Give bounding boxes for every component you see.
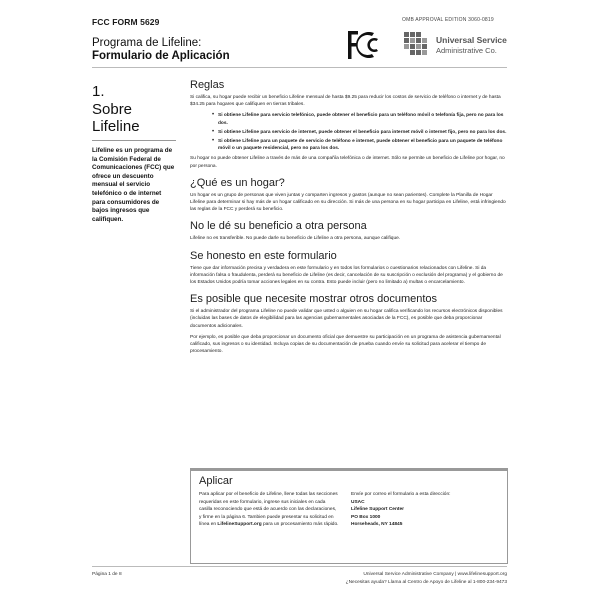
documentos-body-2: Por ejemplo, es posible que deba proporcionar un documento oficial que demuestre su participación en un programa de asistencia gubernamental calificado, sus ingresos o su identidad. Incluya copias de su documentación de prueba cuando envíe su solicitud para acelerar el tiempo de procesamiento. — [190, 334, 501, 355]
address-line: Horseheads, NY 14845 — [351, 522, 403, 528]
mail-address-block — [351, 491, 501, 529]
sidebar-divider — [92, 140, 176, 141]
omb-approval: OMB APPROVAL EDITION 3060-0819 — [402, 17, 494, 23]
list-item: • Si obtiene Lifeline para servicio de internet, puede obtener el beneficio para internet móvil o internet fijo, pero no para los dos. — [212, 129, 508, 136]
header-divider — [92, 67, 507, 68]
apply-heading: Aplicar — [199, 475, 233, 487]
documentos-body-1: Si el administrador del programa Lifeline no puede validar que usted o alguien en su hogar califica verificando los recursos electrónicos disponibles (incluidas las bases de datos de elegibilidad para las agencias gubernamentales asociadas de la FCC), es posible que deba proporcionar documentos adicionales. — [190, 309, 503, 329]
list-item: • Si obtiene Lifeline para un paquete de servicio de teléfono e internet, puede obtener el beneficio para un paquete de teléfono móvil o un paquete residencial, pero no para los dos. — [212, 138, 508, 152]
section-number: 1. — [92, 83, 105, 100]
reglas-intro: Si califica, su hogar puede recibir un beneficio Lifeline mensual de hasta $9.25 para reducir los costos de servicio de teléfono o internet y de hasta $34.25 para hogares que califiquen en tierras tribales. — [190, 95, 501, 108]
footer-org: Universal Service Administrative Company | www.lifelinesupport.org — [363, 572, 507, 577]
reglas-bullet-list — [212, 112, 508, 152]
heading-no-dar: No le dé su beneficio a otra persona — [190, 220, 367, 233]
footer-divider — [92, 566, 507, 567]
address-line: USAC — [351, 499, 365, 505]
heading-honesto: Se honesto en este formulario — [190, 249, 337, 262]
footer-help: ¿Necesitas ayuda? Llama al Centro de Apoyo de Lifeline al 1-800-234-9473 — [345, 580, 507, 585]
form-number: FCC FORM 5629 — [92, 17, 160, 27]
fcc-logo — [347, 28, 385, 62]
mail-intro: Envíe por correo el formulario a esta dirección: — [351, 492, 451, 497]
apply-box-top-rule — [191, 469, 507, 471]
usac-name-line1: Universal Service — [436, 35, 507, 45]
reglas-closing: Su hogar no puede obtener Lifeline a través de más de una compañía telefónica o de internet. Sólo se permite un beneficio de Lifeline por hogar, no por persona. — [190, 156, 505, 169]
lifeline-support-link[interactable]: LifelineSupport.org — [217, 522, 262, 528]
section-title: Sobre Lifeline — [92, 101, 140, 135]
document-title-line2: Formulario de Aplicación — [92, 50, 230, 62]
heading-hogar: ¿Qué es un hogar? — [190, 176, 285, 189]
page-number: Página 1 de 8 — [92, 572, 122, 577]
heading-reglas: Reglas — [190, 79, 225, 91]
document-title-line1: Programa de Lifeline: — [92, 37, 202, 49]
usac-name-line2: Administrative Co. — [436, 46, 497, 55]
sidebar-description: Lifeline es un programa de la Comisión Federal de Comunicaciones (FCC) que ofrece un descuento mensual el servicio telefónico o de internet para consumidores de bajos ingresos que califiquen. — [92, 147, 175, 223]
main-content — [190, 79, 508, 359]
address-line: Lifeline Support Center — [351, 507, 405, 513]
address-line: PO Box 1000 — [351, 514, 381, 520]
usac-logo-mark — [402, 30, 430, 58]
heading-documentos: Es posible que necesite mostrar otros documentos — [190, 293, 438, 306]
apply-instructions: Para aplicar por el beneficio de Lifeline, llene todas las secciones requeridas en este formulario, ingrese sus iniciales en cada casilla reconociendo que está de acuerdo con las declaraciones, y firme en la página 6. Tambien puede presentar su solicitud en línea en LifelineSupport.org para un procesamiento más rápido. — [199, 492, 339, 528]
no-dar-body: Lifeline no es transferible. No puede darle su beneficio de Lifeline a otra persona, aunque califique. — [190, 236, 401, 242]
list-item: • Si obtiene Lifeline para servicio telefónico, puede obtener el beneficio para un teléfono móvil o telefonía fija, pero no para los dos. — [212, 112, 508, 126]
apply-box — [190, 468, 508, 564]
honesto-body: Tiene que dar información precisa y verdadera en este formulario y en todos los formularios o cuestionarios relacionados con Lifeline. Si da información falsa o fraudulenta, perderá su beneficio de Lifeline (es decir, cancelación de su suscripción o exclusión del programa) y el gobierno de los Estados Unidos podría tomar acciones legales en su contra. Esto puede incluir (pero no limitado a) multas o encarcelamiento. — [190, 265, 503, 286]
hogar-body: Un hogar es un grupo de personas que viven juntas y comparten ingresos y gastos (aunque no sean parientes). Complete la Planilla de Hogar Lifeline para determinar si hay más de un hogar calificado en su dirección. Si más de una persona en su hogar participa en Lifeline, está infringiendo las reglas de la FCC y perderá su beneficio. — [190, 192, 506, 213]
